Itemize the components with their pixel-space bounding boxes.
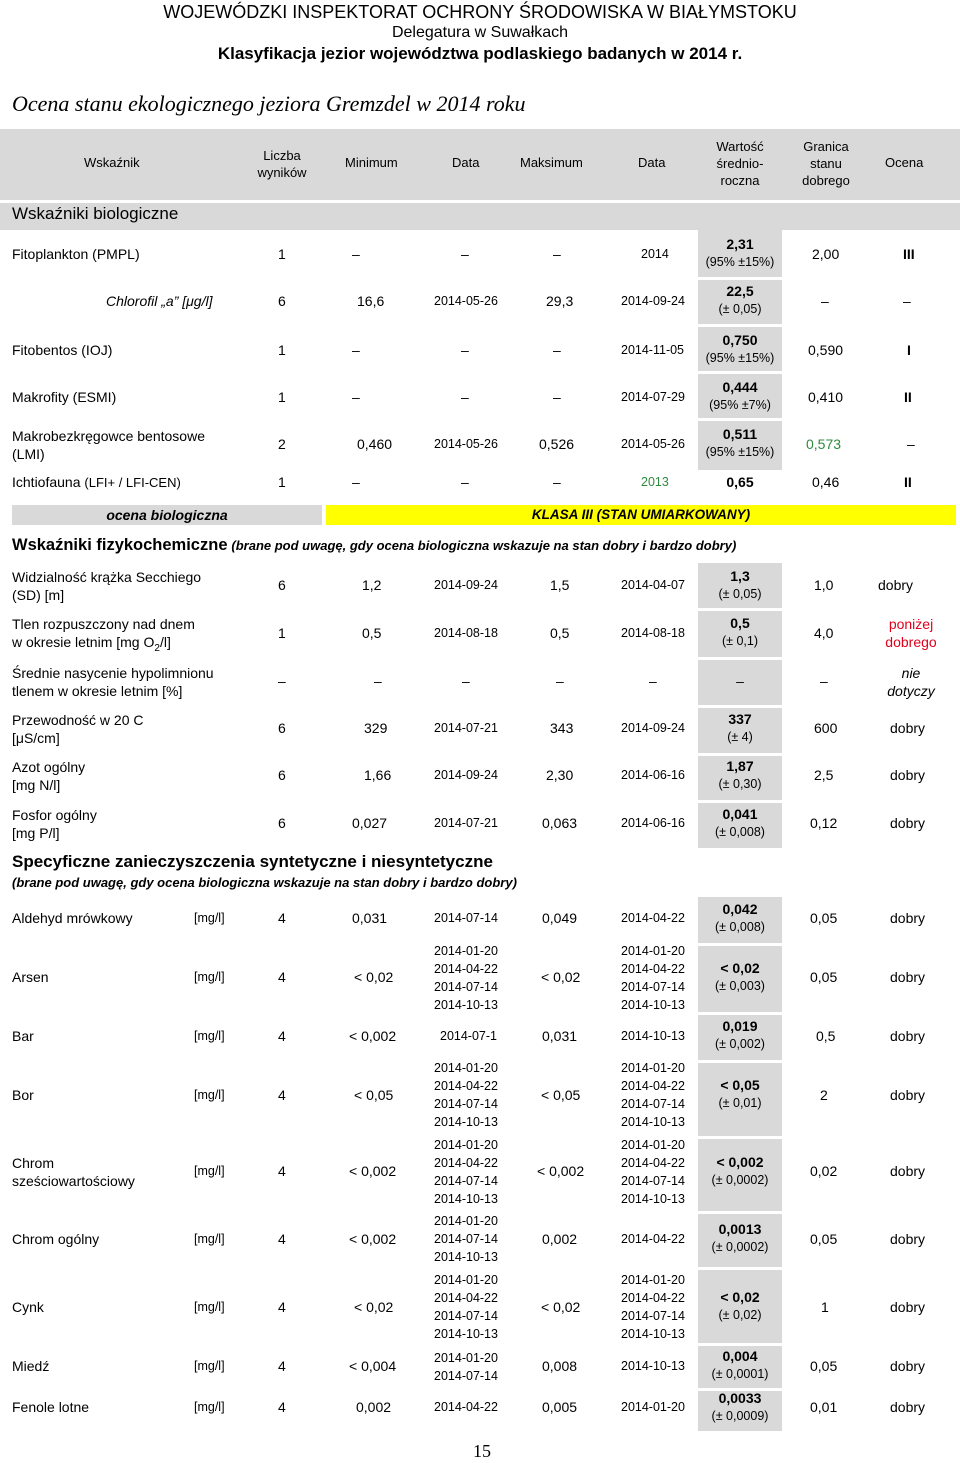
min-value: < 0,004 [349,1358,397,1374]
indicator-name: Azot ogólny [mg N/l] [12,759,86,793]
min-value: < 0,05 [354,1087,394,1103]
unit: [mg/l] [194,1300,225,1314]
col-wskaznik: Wskaźnik [84,155,140,170]
avg-value: 2,31 [726,236,754,252]
max-date: 2014-01-20 [621,1400,685,1414]
max-date: 2014-10-13 [621,1359,685,1373]
max-value: – [553,342,561,358]
avg-value: 0,511 [722,426,758,442]
avg-uncertainty: (95% ±15%) [705,351,775,365]
min-date: – [461,246,469,262]
limit: 4,0 [814,625,834,641]
min-date: 2014-05-26 [434,294,498,308]
avg-value: < 0,02 [720,1289,760,1305]
avg-value: 337 [728,711,752,727]
min-dates: 2014-01-20 2014-07-14 2014-10-13 [434,1214,498,1264]
min-date: – [461,389,469,405]
indicator-name: Chrom ogólny [12,1231,100,1247]
avg-uncertainty: (± 0,0009) [711,1409,769,1423]
limit: 0,590 [808,342,844,358]
avg-uncertainty: (95% ±15%) [705,255,775,269]
count: 4 [278,969,286,985]
max-date: 2014-05-26 [621,437,685,451]
avg-value: 0,750 [722,332,758,348]
limit: 0,01 [810,1399,838,1415]
min-value: – [352,246,360,262]
max-date: 2014-09-24 [621,294,685,308]
avg-uncertainty: (95% ±7%) [709,398,771,412]
avg-value: 0,042 [722,901,758,917]
avg-uncertainty: (± 0,01) [718,1096,762,1110]
max-value: – [553,474,561,490]
indicator-name: Aldehyd mrówkowy [12,910,133,926]
unit: [mg/l] [194,1359,225,1373]
indicator-name: Tlen rozpuszczony nad dnem w okresie letnim [mg $O_2/l$] [12,616,195,654]
avg-value: 22,5 [726,283,754,299]
max-date: 2014-08-18 [621,626,685,640]
grade: II [904,389,912,405]
max-value: 0,5 [550,625,570,641]
count: 4 [278,1299,286,1315]
avg-value: 0,0013 [718,1221,762,1237]
avg-value: < 0,02 [720,960,760,976]
count: 6 [278,577,286,593]
col-data-min: Data [452,155,480,170]
max-value: 0,008 [542,1358,578,1374]
grade: dobry [890,1358,926,1374]
grade: dobry [890,969,926,985]
limit: 0,02 [810,1163,838,1179]
limit: – [820,673,828,689]
count: 1 [278,246,286,262]
max-value: < 0,002 [537,1163,585,1179]
col-wartosc: Wartość średnio- roczna [716,139,764,188]
avg-value: 0,0033 [718,1390,762,1406]
min-value: < 0,02 [354,969,394,985]
min-value: 0,460 [357,436,393,452]
grade: dobry [878,577,914,593]
col-data-max: Data [638,155,666,170]
avg-uncertainty: (± 4) [727,730,753,744]
avg-uncertainty: (95% ±15%) [705,445,775,459]
max-value: 0,031 [542,1028,578,1044]
limit: 0,05 [810,969,838,985]
max-date: 2014-10-13 [621,1029,685,1043]
min-date: 2014-07-14 [434,911,498,925]
min-dates: 2014-01-20 2014-04-22 2014-07-14 2014-10-13 [434,1138,498,1206]
min-date: – [462,673,470,689]
avg-uncertainty: (± 0,05) [718,587,762,601]
grade: dobry [890,815,926,831]
bio-summary-value: KLASA III (STAN UMIARKOWANY) [326,505,956,525]
limit: 1,0 [814,577,834,593]
min-value: < 0,002 [349,1163,397,1179]
grade: dobry [890,1399,926,1415]
unit: [mg/l] [194,1164,225,1178]
limit: 0,410 [808,389,844,405]
avg-value: 0,041 [722,806,758,822]
indicator-name: Fenole lotne [12,1399,90,1415]
max-value: 2,30 [546,767,574,783]
avg-uncertainty: (± 0,008) [715,825,765,839]
max-date: 2014-09-24 [621,721,685,735]
count: 1 [278,342,286,358]
count: 6 [278,293,286,309]
max-value: – [553,389,561,405]
min-value: – [352,342,360,358]
count: – [278,673,286,689]
grade: III [903,246,915,262]
indicator-name: Arsen [12,969,49,985]
avg-value: 0,019 [722,1018,758,1034]
grade: I [907,342,911,358]
indicator-name: Makrobezkręgowce bentosowe (LMI) [12,428,205,462]
avg-value: < 0,002 [716,1154,764,1170]
unit: [mg/l] [194,1400,225,1414]
grade: dobry [890,1231,926,1247]
grade: nie dotyczy [887,665,935,699]
min-value: < 0,002 [349,1231,397,1247]
avg-value: – [736,673,744,689]
max-date: 2014-04-22 [621,1232,685,1246]
min-value: < 0,02 [354,1299,394,1315]
max-value: 343 [550,720,574,736]
max-date: 2014-04-07 [621,578,685,592]
count: 1 [278,474,286,490]
indicator-name: Miedź [12,1358,50,1374]
max-dates: 2014-01-20 2014-04-22 2014-07-14 2014-10-13 [621,1138,685,1206]
grade: dobry [890,910,926,926]
max-date: 2014-06-16 [621,768,685,782]
page-number: 15 [473,1441,491,1461]
max-value: 1,5 [550,577,570,593]
max-dates: 2014-01-20 2014-04-22 2014-07-14 2014-10-13 [621,944,685,1012]
limit: 0,12 [810,815,838,831]
max-value: 0,002 [542,1231,578,1247]
count: 4 [278,1231,286,1247]
col-liczba: Liczba wyników [257,148,307,180]
max-value: 0,526 [539,436,575,452]
min-dates: 2014-01-20 2014-07-14 [434,1351,498,1383]
min-date: 2014-07-1 [440,1029,497,1043]
min-date: 2014-09-24 [434,768,498,782]
avg-uncertainty: (± 0,0002) [711,1173,769,1187]
max-value: 0,049 [542,910,578,926]
limit: 0,573 [806,436,842,452]
min-value: 1,2 [362,577,382,593]
max-dates: 2014-01-20 2014-04-22 2014-07-14 2014-10-13 [621,1273,685,1341]
col-ocena: Ocena [885,155,924,170]
grade: dobry [890,1163,926,1179]
min-value: < 0,002 [349,1028,397,1044]
avg-value: < 0,05 [720,1077,760,1093]
avg-value: 0,5 [730,615,750,631]
report-title: Klasyfikacja jezior województwa podlaskiego badanych w 2014 r. [217,44,743,63]
delegation-name: Delegatura w Suwałkach [391,24,569,41]
avg-value: 0,65 [726,474,754,490]
count: 4 [278,1163,286,1179]
max-value: 0,063 [542,815,578,831]
grade: – [907,436,915,452]
min-dates: 2014-01-20 2014-04-22 2014-07-14 2014-10-13 [434,944,498,1012]
limit: – [821,293,829,309]
avg-uncertainty: (± 0,30) [718,777,762,791]
min-date: 2014-04-22 [434,1400,498,1414]
grade: poniżej dobrego [885,616,937,650]
indicator-name: Przewodność w 20 C [μS/cm] [12,712,144,746]
limit: 0,05 [810,1358,838,1374]
grade: dobry [890,1028,926,1044]
limit: 0,05 [810,1231,838,1247]
col-granica: Granica stanu dobrego [802,139,850,188]
count: 1 [278,625,286,641]
section-fiz: Wskaźniki fizykochemiczne (brane pod uwagę, gdy ocena biologiczna wskazuje na stan dobry i bardzo dobry) [12,536,737,554]
min-value: – [352,474,360,490]
min-dates: 2014-01-20 2014-04-22 2014-07-14 2014-10-13 [434,1273,498,1341]
section-bio: Wskaźniki biologiczne [12,204,179,223]
min-value: 329 [364,720,388,736]
grade: dobry [890,720,926,736]
min-value: 0,002 [356,1399,392,1415]
limit: 2,00 [812,246,840,262]
min-dates: 2014-01-20 2014-04-22 2014-07-14 2014-10-13 [434,1061,498,1129]
avg-value: 1,87 [726,758,754,774]
section-spec-note: (brane pod uwagę, gdy ocena biologiczna wskazuje na stan dobry i bardzo dobry) [12,875,517,890]
count: 4 [278,1358,286,1374]
indicator-name: Fitobentos (IOJ) [12,342,113,358]
section-spec: Specyficzne zanieczyszczenia syntetyczne i niesyntetyczne [12,852,493,871]
grade: dobry [890,767,926,783]
min-value: 16,6 [357,293,385,309]
min-date: 2014-08-18 [434,626,498,640]
count: 4 [278,910,286,926]
indicator-name: Ichtiofauna (LFI+ / LFI-CEN) [12,474,181,490]
avg-uncertainty: (± 0,008) [715,920,765,934]
count: 6 [278,720,286,736]
max-date: 2014-06-16 [621,816,685,830]
indicator-name: Fosfor ogólny [mg P/l] [12,807,97,841]
min-value: 0,027 [352,815,388,831]
min-date: – [461,474,469,490]
max-value: – [556,673,564,689]
count: 4 [278,1087,286,1103]
min-value: 0,5 [362,625,382,641]
min-value: 1,66 [364,767,392,783]
limit: 0,5 [816,1028,836,1044]
indicator-name: Średnie nasycenie hypolimnionu tlenem w okresie letnim [%] [12,665,214,699]
max-date: – [649,673,657,689]
limit: 2,5 [814,767,834,783]
avg-value: 1,3 [730,568,750,584]
min-date: 2014-05-26 [434,437,498,451]
min-date: 2014-07-21 [434,816,498,830]
avg-uncertainty: (± 0,003) [715,979,765,993]
unit: [mg/l] [194,970,225,984]
avg-value: 0,444 [722,379,758,395]
count: 6 [278,767,286,783]
max-date: 2014 [641,247,669,261]
grade: dobry [890,1299,926,1315]
count: 1 [278,389,286,405]
avg-uncertainty: (± 0,02) [718,1308,762,1322]
indicator-name: Chlorofil „a” [μg/l] [106,293,213,309]
max-value: 0,005 [542,1399,578,1415]
min-date: – [461,342,469,358]
inspectorate-title: WOJEWÓDZKI INSPEKTORAT OCHRONY ŚRODOWISKA W BIAŁYMSTOKU [163,2,797,22]
avg-uncertainty: (± 0,0002) [711,1240,769,1254]
max-value: – [553,246,561,262]
count: 2 [278,436,286,452]
min-date: 2014-07-21 [434,721,498,735]
avg-uncertainty: (± 0,1) [721,634,759,648]
limit: 0,46 [812,474,840,490]
max-value: 29,3 [546,293,574,309]
avg-uncertainty: (± 0,002) [715,1037,765,1051]
limit: 1 [821,1299,829,1315]
limit: 0,05 [810,910,838,926]
unit: [mg/l] [194,1232,225,1246]
min-value: – [374,673,382,689]
avg-uncertainty: (± 0,05) [718,302,762,316]
max-value: < 0,02 [541,1299,581,1315]
indicator-name: Bar [12,1028,34,1044]
indicator-name: Chrom sześciowartościowy [12,1155,135,1189]
max-date: 2014-04-22 [621,911,685,925]
indicator-name: Widzialność krążka Secchiego (SD) [m] [12,569,202,603]
avg-uncertainty: (± 0,0001) [711,1367,769,1381]
min-date: 2014-09-24 [434,578,498,592]
avg-value: 0,004 [722,1348,758,1364]
max-date: 2014-07-29 [621,390,685,404]
min-value: – [352,389,360,405]
count: 4 [278,1399,286,1415]
page-title: Ocena stanu ekologicznego jeziora Gremzdel w 2014 roku [12,91,526,116]
unit: [mg/l] [194,911,225,925]
grade: II [904,474,912,490]
col-minimum: Minimum [345,155,398,170]
unit: [mg/l] [194,1088,225,1102]
count: 6 [278,815,286,831]
bio-summary-label: ocena biologiczna [12,505,322,525]
col-maksimum: Maksimum [520,155,583,170]
indicator-name: Bor [12,1087,34,1103]
max-dates: 2014-01-20 2014-04-22 2014-07-14 2014-10-13 [621,1061,685,1129]
indicator-name: Fitoplankton (PMPL) [12,246,140,262]
indicator-name: Makrofity (ESMI) [12,389,117,405]
grade: – [903,293,911,309]
max-value: < 0,05 [541,1087,581,1103]
count: 4 [278,1028,286,1044]
indicator-name: Cynk [12,1299,44,1315]
unit: [mg/l] [194,1029,225,1043]
max-date: 2014-11-05 [621,343,685,357]
max-value: < 0,02 [541,969,581,985]
min-value: 0,031 [352,910,388,926]
limit: 600 [814,720,838,736]
limit: 2 [820,1087,828,1103]
grade: dobry [890,1087,926,1103]
max-date: 2013 [641,475,669,489]
